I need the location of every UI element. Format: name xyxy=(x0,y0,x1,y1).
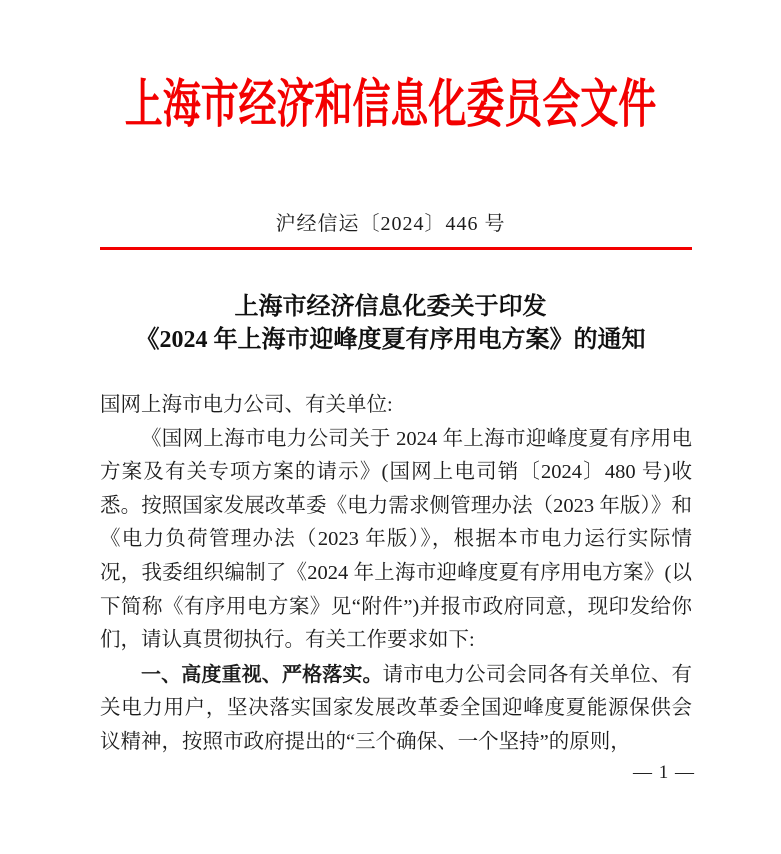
red-header-org-title: 上海市经济和信息化委员会文件 xyxy=(124,77,657,134)
document-number: 沪经信运〔2024〕446 号 xyxy=(275,213,506,235)
document-title-line2: 《2024 年上海市迎峰度夏有序用电方案》的通知 xyxy=(135,327,646,353)
paragraph-requirement-one xyxy=(100,658,692,760)
salutation-line: 国网上海市电力公司、有关单位: xyxy=(100,394,393,416)
page-number: — 1 — xyxy=(633,762,695,783)
paragraph-notice: 《国网上海市电力公司关于 2024 年上海市迎峰度夏有序用电方案及有关专项方案的请示》(国网上电司销〔2024〕480 号)收悉。按照国家发展改革委《电力需求侧管理办法（2023 年版）》和《电力负荷管理办法（2023 年版）》，根据本市电力运行实际情况，我委组织编制了《2024 年上海市迎峰度夏有序用电方案》(以下简称《有序用电方案》见“附件”)并报市政府同意，现印发给你们，请认真贯彻执行。有关工作要求如下: xyxy=(100,427,692,652)
document-title xyxy=(0,291,781,357)
document-title-line1: 上海市经济信息化委关于印发 xyxy=(234,294,547,320)
document-body xyxy=(100,389,692,760)
paragraph-bold-lead: 一、高度重视、严格落实。 xyxy=(141,661,383,686)
red-divider-line xyxy=(100,247,692,250)
paragraph-bold-lead-rest: 请市电力公司会同各有关单位、有关电力用户，坚决落实国家发展改革委全国迎峰度夏能源保供会议精神，按照市政府提出的“三个确保、一个坚持”的原则， xyxy=(100,663,693,753)
